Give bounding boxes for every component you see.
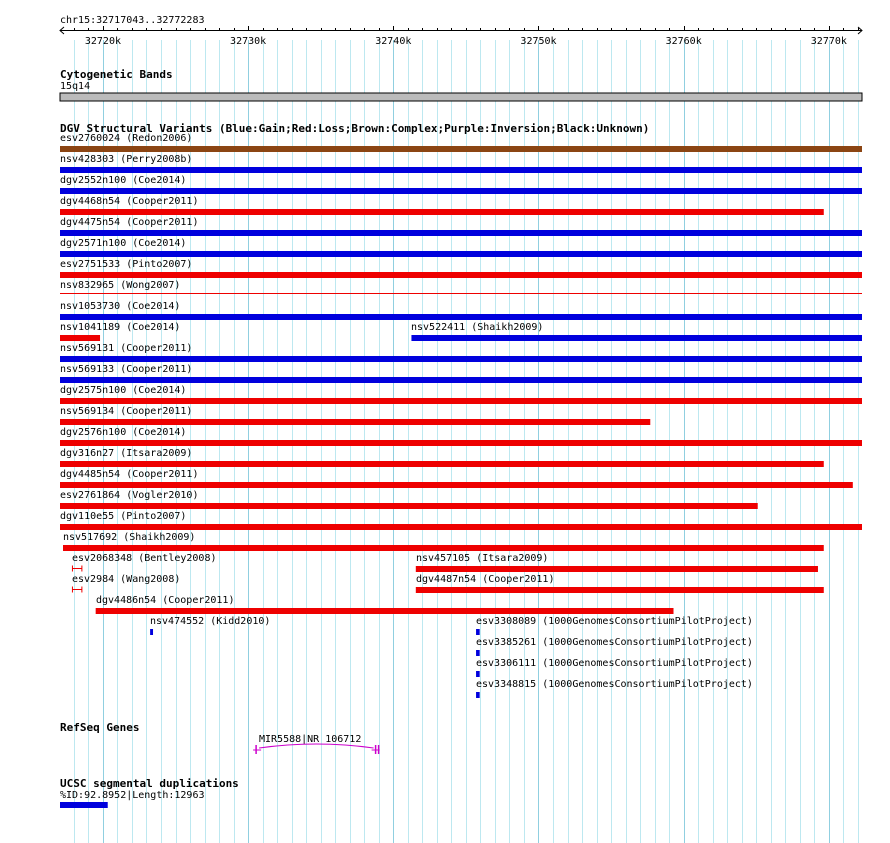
ruler-tick-label: 32750k [520,36,557,47]
dgv-feature-bar [476,671,480,677]
dgv-feature-label[interactable]: esv2751533 (Pinto2007) [60,259,193,270]
dgv-feature-bar [411,335,862,341]
dgv-feature-bar [60,314,862,320]
dgv-feature-bar [60,293,862,294]
dgv-feature-bar [60,146,862,152]
dgv-feature-label[interactable]: nsv1041189 (Coe2014) [60,322,181,333]
dgv-feature-label[interactable]: dgv2552n100 (Coe2014) [60,175,187,186]
dgv-feature-bar [60,356,862,362]
dgv-feature-bar [60,167,862,173]
dgv-feature-bar [60,503,758,509]
dgv-feature-label[interactable]: nsv569131 (Cooper2011) [60,343,193,354]
dgv-feature-bar [416,566,818,572]
dgv-feature-bar [60,482,853,488]
dgv-feature-bar [60,461,824,467]
refseq-gene-label[interactable]: MIR5588|NR_106712 [259,734,362,745]
dgv-feature-bar [60,209,824,215]
dgv-feature-label[interactable]: dgv110e55 (Pinto2007) [60,511,187,522]
dgv-feature-label[interactable]: esv2760024 (Redon2006) [60,133,193,144]
ruler-tick-label: 32740k [375,36,412,47]
cytoband-name: 15q14 [60,81,91,92]
dgv-feature-label[interactable]: nsv832965 (Wong2007) [60,280,181,291]
cytoband-track-title: Cytogenetic Bands [60,68,173,81]
dgv-feature-label[interactable]: dgv2571n100 (Coe2014) [60,238,187,249]
dgv-feature-label[interactable]: esv3385261 (1000GenomesConsortiumPilotProject) [476,637,753,648]
dgv-feature-bar [60,272,862,278]
ruler-tick-label: 32720k [84,36,121,47]
region-label: chr15:32717043..32772283 [60,15,205,26]
dgv-feature-bar [60,377,862,383]
dgv-feature-bar [63,545,824,551]
dgv-feature-label[interactable]: nsv1053730 (Coe2014) [60,301,181,312]
dgv-feature-label[interactable]: nsv428303 (Perry2008b) [60,154,193,165]
dgv-feature-label[interactable]: dgv2576n100 (Coe2014) [60,427,187,438]
dgv-feature-label[interactable]: nsv569134 (Cooper2011) [60,406,193,417]
dgv-feature-label[interactable]: dgv4468n54 (Cooper2011) [60,196,199,207]
segdup-bar [60,802,108,808]
dgv-feature-bar [476,692,480,698]
dgv-feature-bar [60,419,650,425]
dgv-feature-label[interactable]: dgv316n27 (Itsara2009) [60,448,193,459]
dgv-feature-label[interactable]: esv2761864 (Vogler2010) [60,490,199,501]
segdup-feature-label[interactable]: %ID:92.8952|Length:12963 [60,790,205,801]
dgv-feature-label[interactable]: dgv4486n54 (Cooper2011) [96,595,235,606]
cytoband-bar [60,93,862,101]
dgv-feature-bar [476,650,480,656]
dgv-feature-bar [60,251,862,257]
dgv-feature-label[interactable]: esv2068348 (Bentley2008) [72,553,217,564]
segdup-track-title: UCSC segmental duplications [60,777,239,790]
ruler-tick-label: 32760k [665,36,702,47]
dgv-feature-label[interactable]: nsv569133 (Cooper2011) [60,364,193,375]
dgv-feature-label[interactable]: dgv4487n54 (Cooper2011) [416,574,555,585]
ruler-tick-label: 32730k [230,36,267,47]
dgv-track-title: DGV Structural Variants (Blue:Gain;Red:Loss;Brown:Complex;Purple:Inversion;Black:Unknown) [60,122,650,135]
dgv-feature-bar [60,188,862,194]
dgv-feature-bar [60,335,100,341]
dgv-feature-label[interactable]: esv2984 (Wang2008) [72,574,181,585]
dgv-feature-bar [96,608,674,614]
refseq-track-title: RefSeq Genes [60,721,140,734]
dgv-feature-label[interactable]: nsv517692 (Shaikh2009) [63,532,196,543]
ruler-tick-label: 32770k [810,36,847,47]
dgv-feature-label[interactable]: dgv4475n54 (Cooper2011) [60,217,199,228]
dgv-feature-label[interactable]: esv3308089 (1000GenomesConsortiumPilotProject) [476,616,753,627]
dgv-feature-label[interactable]: nsv457105 (Itsara2009) [416,553,549,564]
dgv-feature-bar [60,398,862,404]
dgv-feature-label[interactable]: dgv2575n100 (Coe2014) [60,385,187,396]
dgv-feature-bar [60,524,862,530]
dgv-feature-label[interactable]: esv3348815 (1000GenomesConsortiumPilotProject) [476,679,753,690]
dgv-feature-label[interactable]: esv3306111 (1000GenomesConsortiumPilotProject) [476,658,753,669]
dgv-feature-label[interactable]: nsv474552 (Kidd2010) [150,616,271,627]
dgv-feature-label[interactable]: nsv522411 (Shaikh2009) [411,322,544,333]
dgv-feature-bar [476,629,480,635]
dgv-feature-bar [60,230,862,236]
dgv-feature-bar [60,440,862,446]
dgv-feature-bar [416,587,824,593]
dgv-feature-bar [150,629,153,635]
dgv-feature-label[interactable]: dgv4485n54 (Cooper2011) [60,469,199,480]
refseq-intron-line [259,744,374,748]
